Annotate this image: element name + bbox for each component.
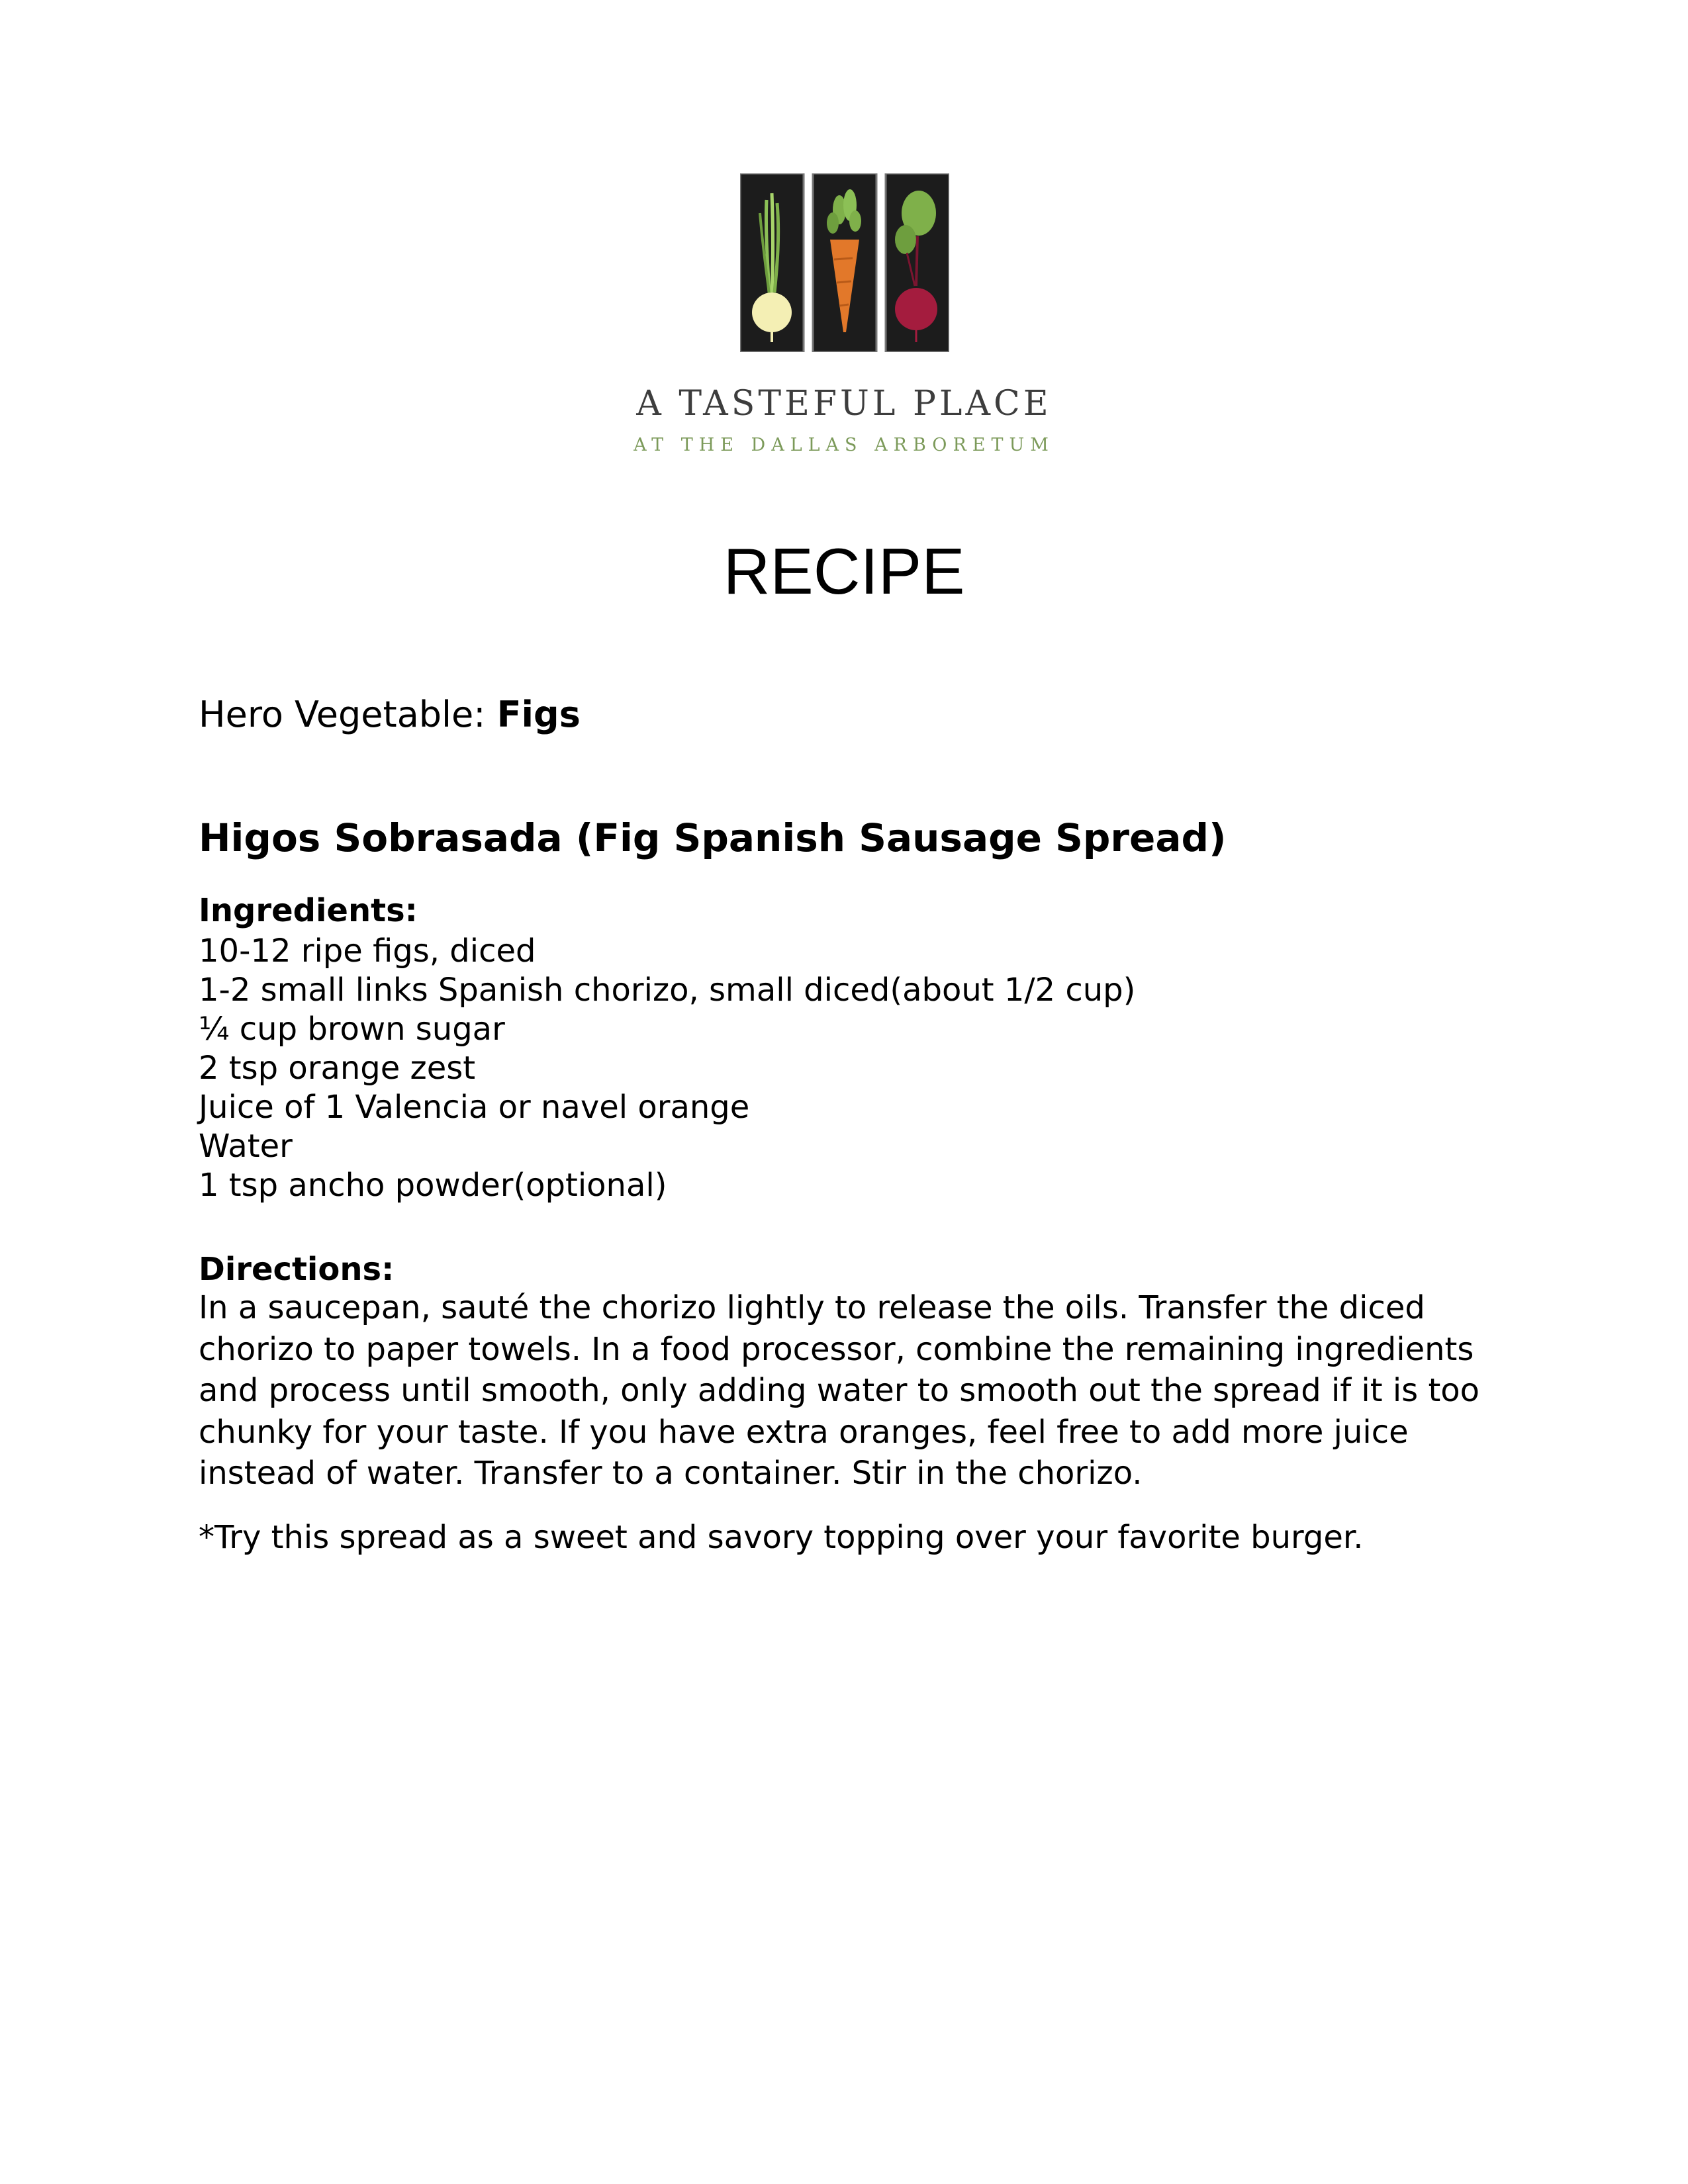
hero-label: Hero Vegetable: bbox=[199, 694, 497, 735]
carrot-icon bbox=[813, 173, 876, 352]
ingredient-item: 1-2 small links Spanish chorizo, small diced(about 1/2 cup) bbox=[199, 972, 1136, 1009]
logo-subtitle: AT THE DALLAS ARBORETUM bbox=[633, 435, 1055, 455]
ingredient-item: ¼ cup brown sugar bbox=[199, 1011, 505, 1048]
ingredients-list bbox=[199, 932, 1135, 1205]
ingredient-item: 10-12 ripe figs, diced bbox=[199, 933, 536, 970]
serving-tip: *Try this spread as a sweet and savory topping over your favorite burger. bbox=[199, 1519, 1364, 1556]
beet-icon bbox=[886, 173, 949, 352]
directions-text: In a saucepan, sauté the chorizo lightly to release the oils. Transfer the diced chorizo to paper towels. In a food processor, combine the remaining ingredients and process until smooth, only adding water to smooth out the spread if it is too chunky for your taste. If you have extra oranges, feel free to add more juice instead of water. Transfer to a container. Stir in the chorizo. bbox=[199, 1289, 1479, 1492]
ingredients-heading: Ingredients: bbox=[199, 892, 418, 929]
directions-heading: Directions: bbox=[199, 1251, 395, 1288]
hero-vegetable bbox=[199, 694, 581, 735]
ingredient-item: Juice of 1 Valencia or navel orange bbox=[199, 1089, 750, 1126]
ingredient-item: Water bbox=[199, 1128, 293, 1165]
recipe-title: Higos Sobrasada (Fig Spanish Sausage Spread) bbox=[199, 815, 1227, 860]
page-title: RECIPE bbox=[723, 535, 965, 608]
logo bbox=[0, 173, 1688, 458]
ingredient-item: 2 tsp orange zest bbox=[199, 1050, 476, 1087]
hero-value: Figs bbox=[496, 694, 581, 735]
logo-name: A TASTEFUL PLACE bbox=[636, 384, 1052, 424]
onion-icon bbox=[740, 173, 804, 352]
ingredient-item: 1 tsp ancho powder(optional) bbox=[199, 1167, 667, 1204]
logo-panels bbox=[740, 173, 949, 352]
